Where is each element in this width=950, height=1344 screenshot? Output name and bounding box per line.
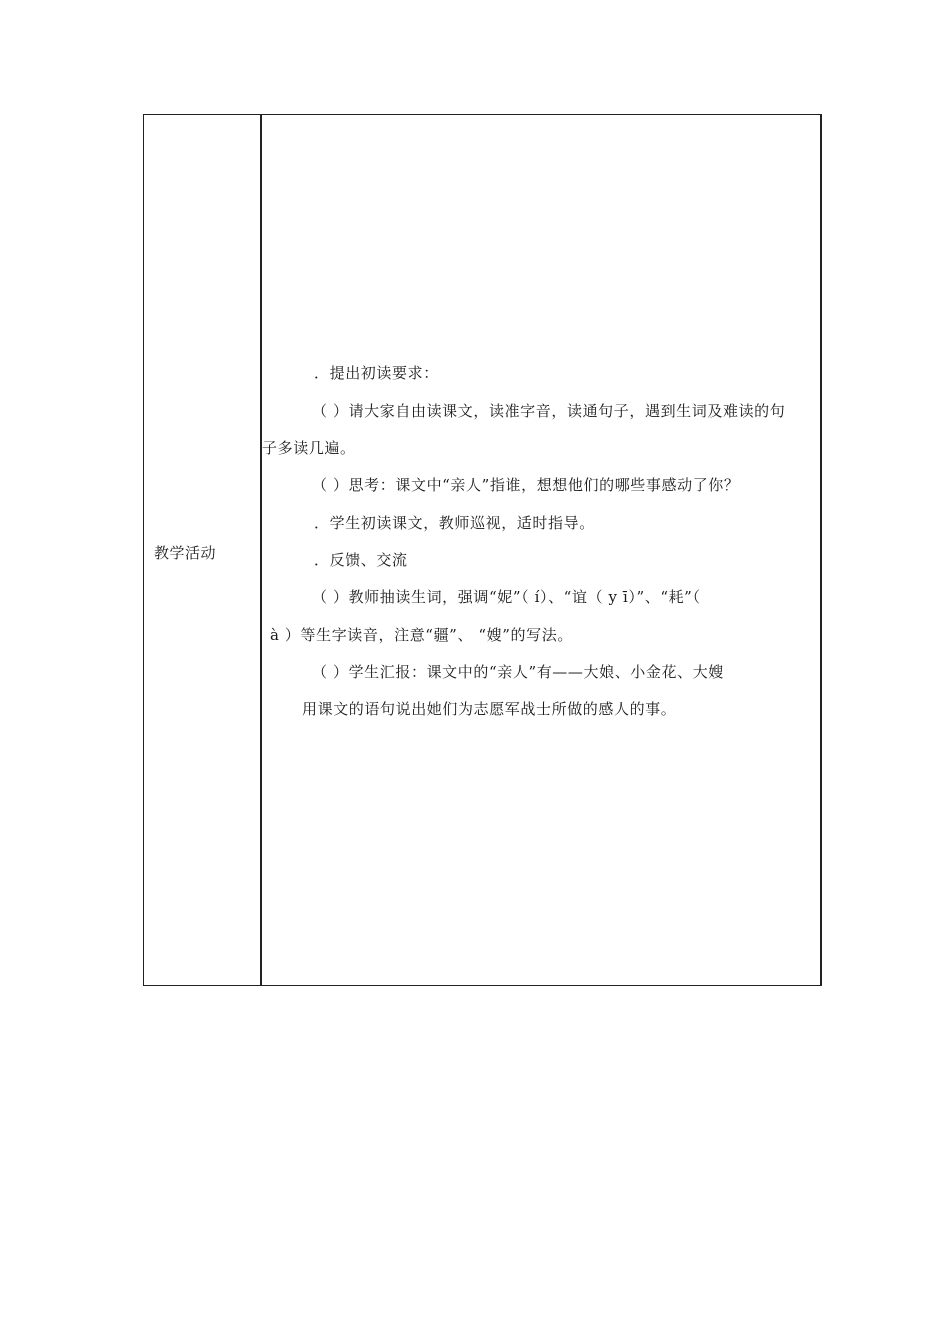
content-cell	[262, 115, 820, 985]
content-line: （ ）学生汇报：课文中的“亲人”有——大娘、小金花、大嫂	[312, 663, 724, 681]
teaching-activity-label: 教学活动	[154, 543, 217, 562]
content-line: ．提出初读要求：	[314, 364, 439, 382]
content-line: ．学生初读课文，教师巡视，适时指导。	[314, 514, 595, 532]
content-line: （ ）思考：课文中“亲人”指谁，想想他们的哪些事感动了你？	[312, 476, 740, 494]
content-line: （ ）教师抽读生词，强调“妮”（ í）、“谊（ y ī）”、“耗”（	[312, 588, 701, 606]
content-line: ．反馈、交流	[314, 551, 408, 569]
lesson-table	[143, 114, 822, 986]
content-line: à ）等生字读音，注意“疆”、 “嫂”的写法。	[270, 626, 573, 644]
content-line: 用课文的语句说出她们为志愿军战士所做的感人的事。	[302, 700, 677, 718]
label-cell	[144, 115, 260, 985]
content-line: 子多读几遍。	[262, 439, 356, 457]
content-line: （ ）请大家自由读课文，读准字音，读通句子，遇到生词及难读的句	[312, 402, 786, 420]
